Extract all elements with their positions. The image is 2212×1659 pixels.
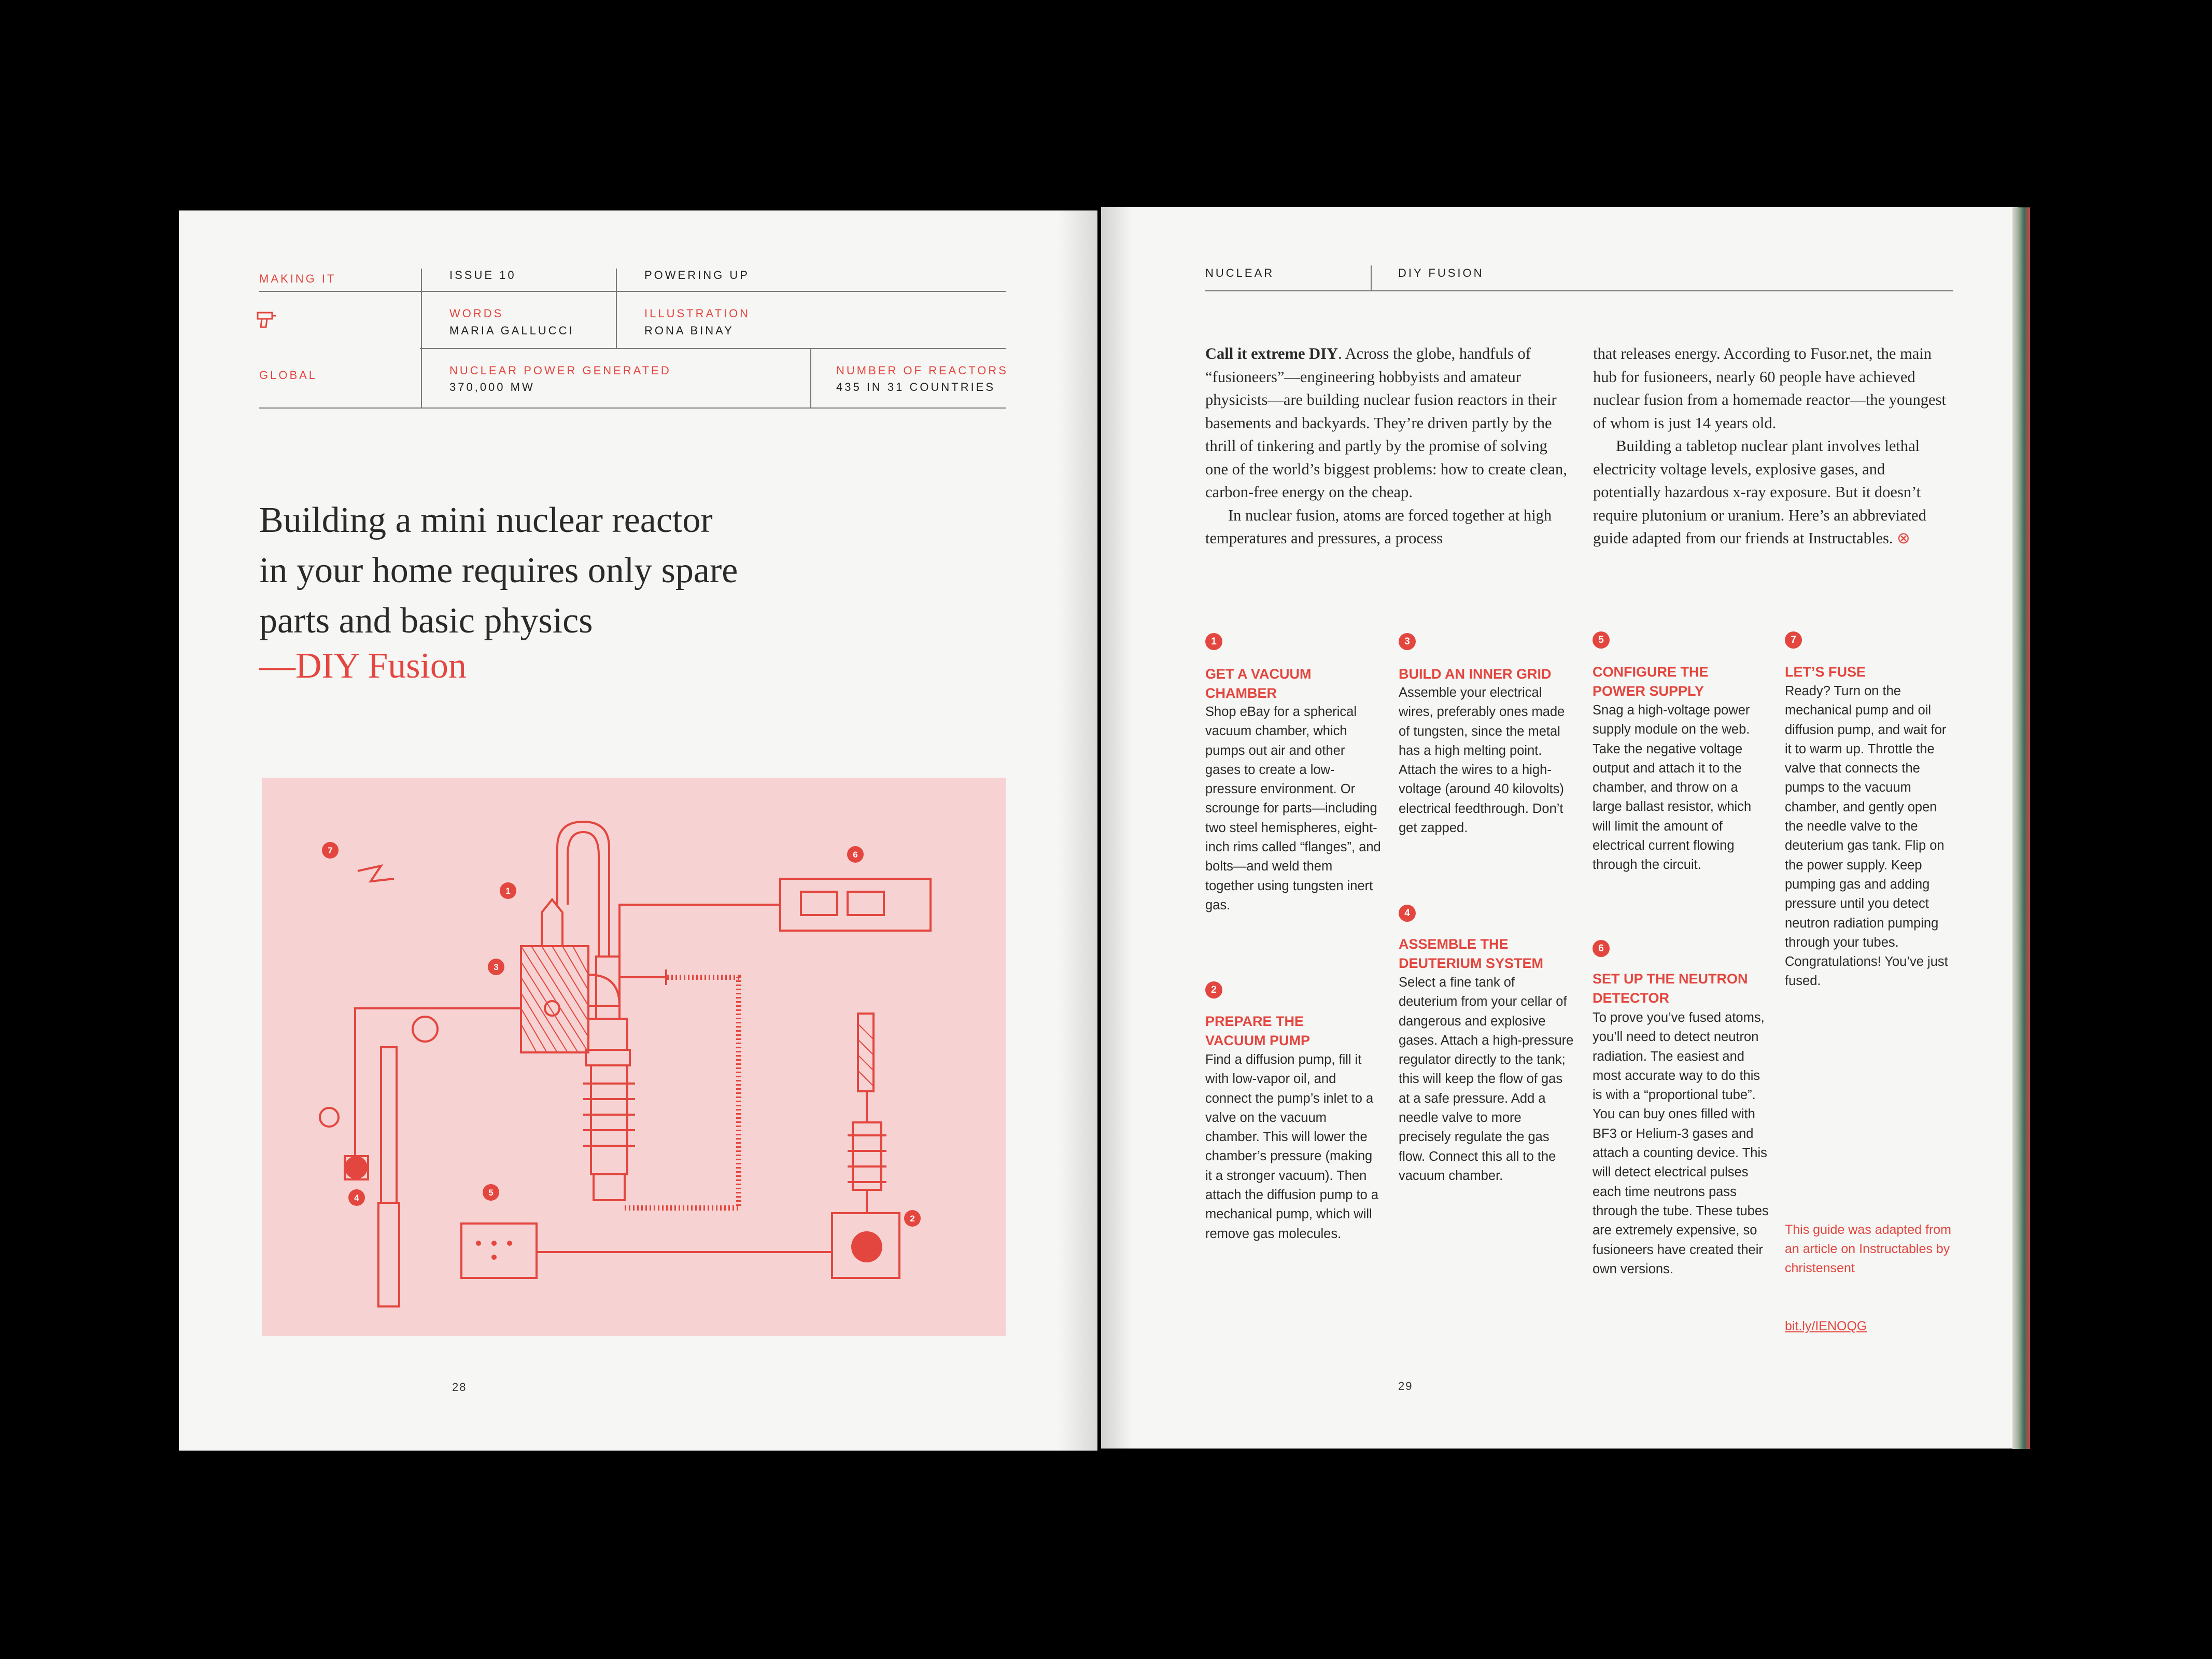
diagram-marker-4: 4	[354, 1193, 359, 1203]
page-number-left: 28	[452, 1381, 467, 1394]
power-label: NUCLEAR POWER GENERATED	[449, 364, 671, 377]
step-body: Assemble your electrical wires, preferably ones made of tungsten, since the metal has a high melting point. Attach the wires to a high-voltage (around 40 kilovolts) electrical feedthrough. Don’t get zapped.	[1399, 685, 1565, 836]
section-label-right: NUCLEAR	[1205, 266, 1275, 279]
reactor-illustration	[262, 778, 1006, 1336]
intro-paragraph: . Across the globe, handfuls of “fusioneers”—engineering hobbyists and amateur physicists—are building nuclear fusion reactors in their basements and backyards. They’re driven partly by the thrill of tinkering and partly by the promise of solving one of the world’s biggest problems: how to create clean, carbon-free energy on the cheap.	[1205, 345, 1567, 501]
intro-column-2	[1593, 342, 1956, 550]
step-body: Select a fine tank of deuterium from your cellar of dangerous and explosive gases. Attach a high-pressure regulator directly to the tank; this will keep the flow of gas at a safe pressure. Add a needle valve to more precisely regulate the gas flow. Connect this all to the vacuum chamber.	[1399, 975, 1574, 1183]
topic-label-right: DIY FUSION	[1398, 266, 1484, 279]
intro-paragraph: that releases energy. According to Fusor.net, the main hub for fusioneers, nearly 60 people have achieved nuclear fusion from a homemade reactor—the youngest of whom is just 14 years old.	[1593, 345, 1946, 432]
step-number: 6	[1593, 940, 1610, 957]
illustration-value: RONA BINAY	[644, 324, 734, 337]
step-body: Snag a high-voltage power supply module on the web. Take the negative voltage output and attach it to the chamber, and throw on a large ballast resistor, which will limit the amount of electrical current flowing through the circuit.	[1593, 703, 1752, 873]
intro-column-1	[1205, 342, 1568, 550]
power-value: 370,000 MW	[449, 381, 535, 393]
step-body: Shop eBay for a spherical vacuum chamber, which pumps out air and other gases to create a low-pressure environment. Or scrounge for parts—including two steel hemispheres, eight-inch rims called “flanges”, and bolts—and weld them together using tungsten inert gas.	[1205, 705, 1381, 912]
step-body: Ready? Turn on the mechanical pump and oil diffusion pump, and wait for it to warm up. Throttle the valve that connects the pumps to the vacuum chamber, and gently open the needle valve to the deuterium gas tank. Flip on the power supply. Keep pumping gas and adding pressure until you detect neutron radiation pumping through your tubes. Congratulations! You’ve just fused.	[1785, 684, 1948, 989]
topic-label: POWERING UP	[644, 269, 750, 282]
step-body: Find a diffusion pump, fill it with low-vapor oil, and connect the pump’s inlet to a valve on the vacuum chamber. This will lower the chamber’s pressure (making it a stronger vacuum). Then attach the diffusion pump to a mechanical pump, which will remove gas molecules.	[1205, 1052, 1379, 1241]
step-title: ASSEMBLE THE DEUTERIUM SYSTEM	[1399, 936, 1544, 971]
source-link[interactable]: bit.ly/IENOQG	[1785, 1319, 1867, 1333]
header-divider-right	[1371, 265, 1372, 290]
section-label: MAKING IT	[259, 272, 336, 285]
gutter-shadow-left	[1058, 210, 1099, 1451]
diagram-marker-6: 6	[853, 850, 858, 860]
page-number-right: 29	[1398, 1380, 1413, 1393]
header-rule-2	[420, 348, 1006, 349]
step-title: LET’S FUSE	[1785, 664, 1866, 680]
step-body: To prove you’ve fused atoms, you’ll need to detect neutron radiation. The easiest and most accurate way to do this is with a “proportional tube”. You can buy ones filled with BF3 or Helium-3 gases and attach a counting device. This will detect electrical pulses each time neutrons pass through the tube. These tubes are extremely expensive, so fusioneers have created their own versions.	[1593, 1010, 1769, 1276]
header-divider-2	[616, 269, 617, 348]
diagram-marker-1: 1	[505, 886, 511, 896]
end-mark-icon: ⊗	[1897, 529, 1910, 547]
step-title: GET A VACUUM CHAMBER	[1205, 666, 1312, 701]
step-number: 3	[1399, 633, 1416, 650]
issue-number: ISSUE 10	[449, 269, 516, 282]
step-title: SET UP THE NEUTRON DETECTOR	[1593, 971, 1748, 1006]
step-title: BUILD AN INNER GRID	[1399, 666, 1552, 682]
illustration-label: ILLUSTRATION	[644, 307, 751, 320]
step-number: 7	[1785, 631, 1802, 649]
diagram-marker-2: 2	[910, 1214, 915, 1224]
header-rule-right	[1205, 290, 1953, 291]
step-title: CONFIGURE THE POWER SUPPLY	[1593, 664, 1709, 699]
words-label: WORDS	[449, 307, 504, 320]
intro-lead: Call it extreme DIY	[1205, 345, 1339, 362]
step-title: PREPARE THE VACUUM PUMP	[1205, 1014, 1310, 1048]
intro-paragraph: Building a tabletop nuclear plant involves lethal electricity voltage levels, explosive gases, and potentially hazardous x-ray exposure. But it doesn’t require plutonium or uranium. Here’s an abbreviated guide adapted from our friends at Instructables.	[1593, 437, 1926, 547]
reactor-diagram	[262, 778, 1006, 1336]
headline-line: Building a mini nuclear reactor	[259, 500, 713, 540]
diagram-marker-3: 3	[494, 962, 499, 972]
diagram-marker-7: 7	[328, 846, 333, 855]
gutter-shadow-right	[1101, 207, 1132, 1449]
drill-icon	[256, 310, 277, 334]
reactors-value: 435 IN 31 COUNTRIES	[836, 381, 996, 393]
intro-paragraph: In nuclear fusion, atoms are forced together at high temperatures and pressures, a process	[1205, 506, 1552, 547]
header-divider-1	[421, 269, 422, 407]
header-divider-3	[810, 348, 811, 407]
scope-label: GLOBAL	[259, 369, 318, 382]
headline-subtitle: —DIY Fusion	[259, 646, 467, 686]
step-number: 1	[1205, 633, 1222, 650]
headline-line: parts and basic physics	[259, 601, 593, 641]
header-rule-3	[259, 407, 1006, 409]
diagram-marker-5: 5	[488, 1188, 494, 1198]
page-edges	[2012, 207, 2030, 1449]
header-rule-1	[259, 291, 1006, 292]
step-number: 5	[1593, 631, 1610, 649]
headline-line: in your home requires only spare	[259, 551, 738, 591]
source-credit: This guide was adapted from an article on Instructables by christensent	[1785, 1222, 1952, 1275]
words-value: MARIA GALLUCCI	[449, 324, 574, 337]
step-number: 4	[1399, 905, 1416, 922]
headline	[259, 495, 871, 646]
step-number: 2	[1205, 981, 1222, 999]
reactors-label: NUMBER OF REACTORS	[836, 364, 1008, 377]
